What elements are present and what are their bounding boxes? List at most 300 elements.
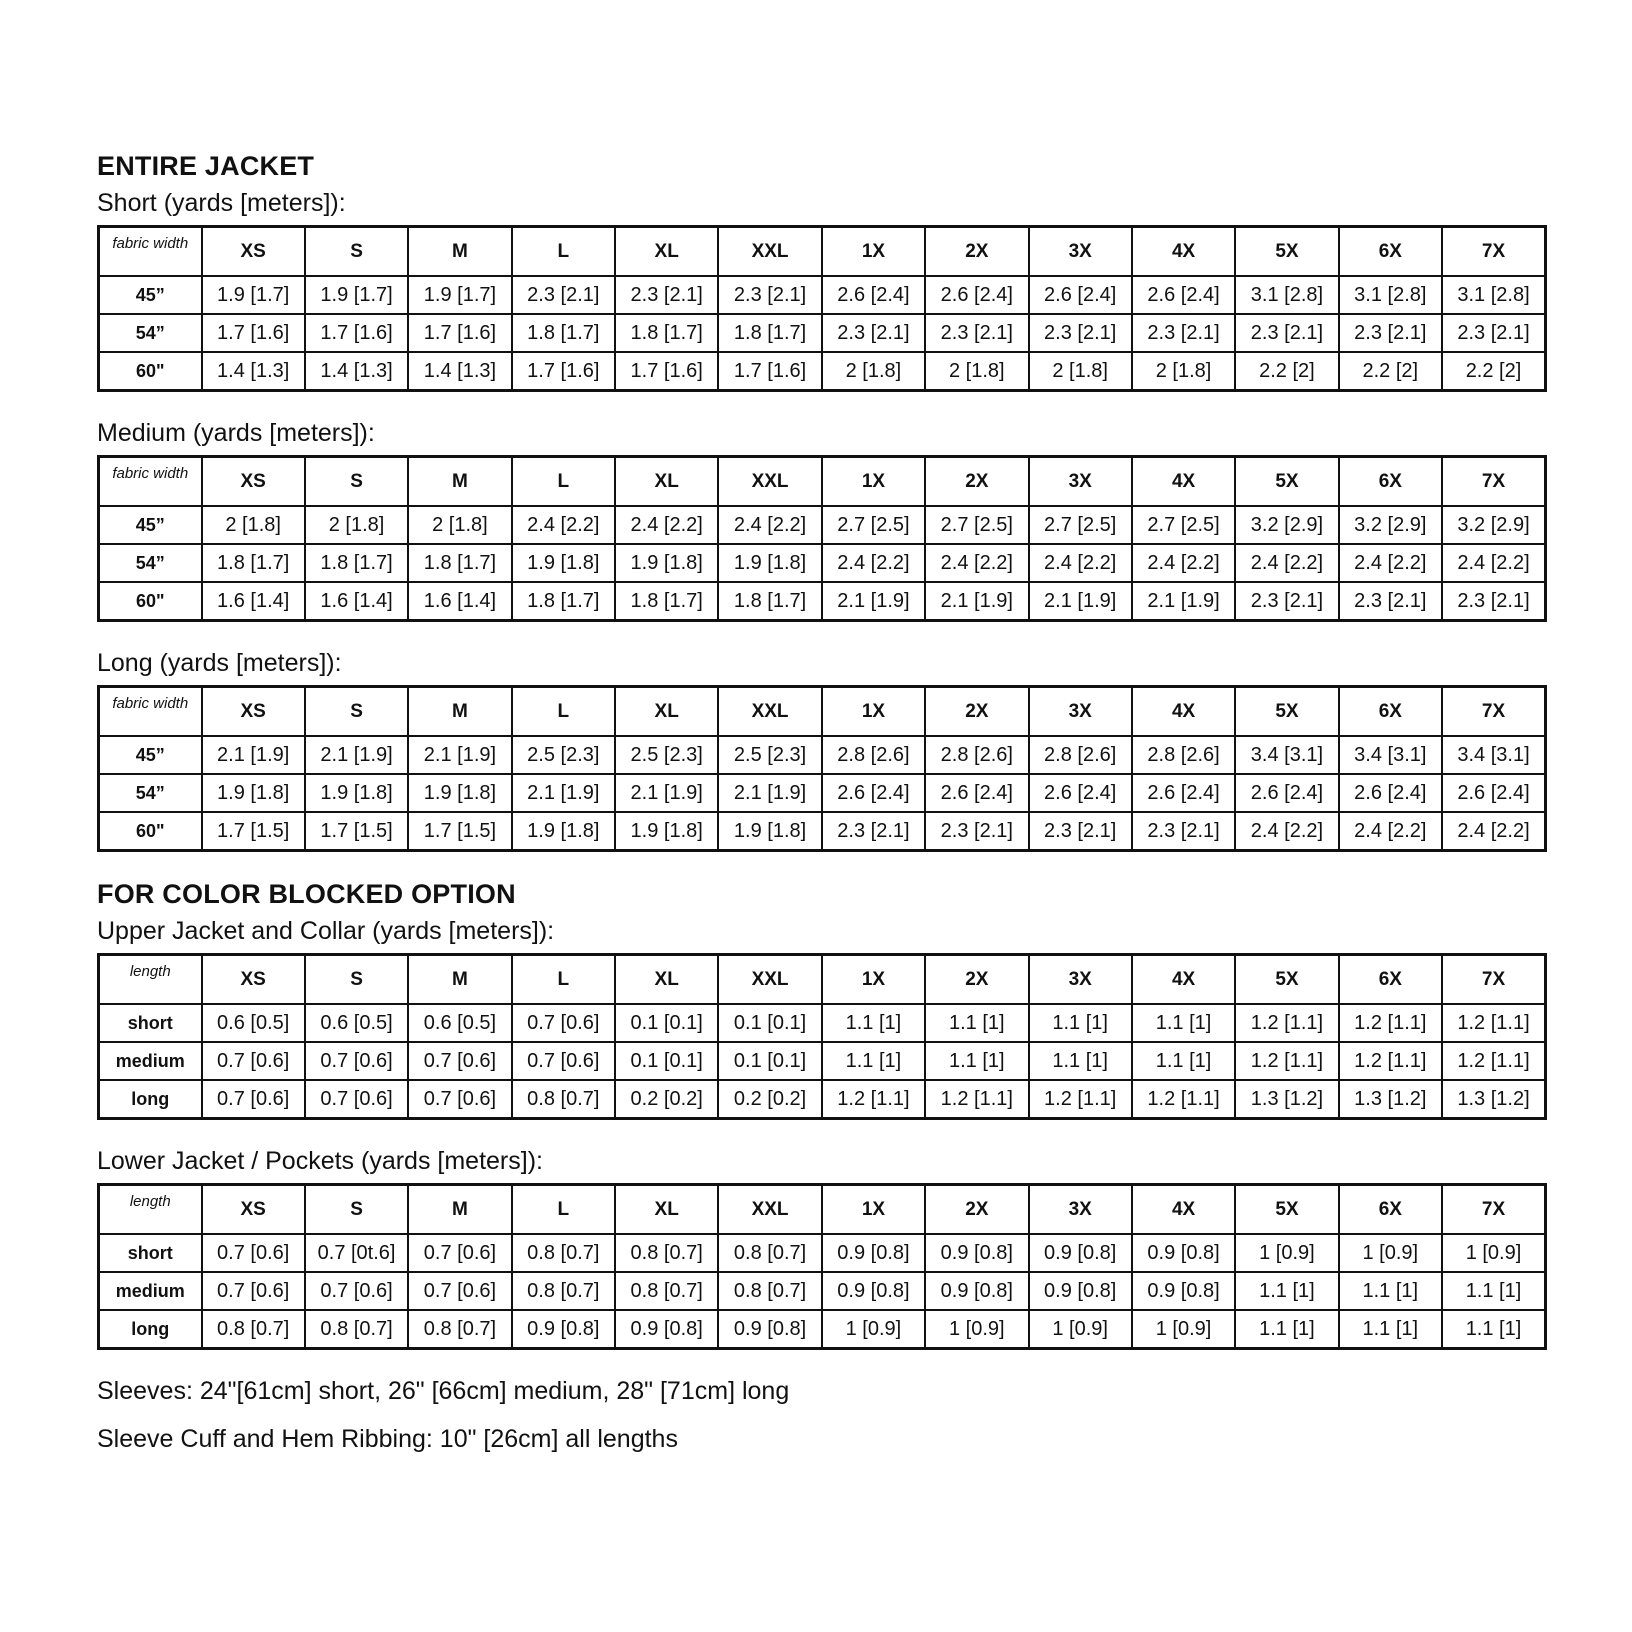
table-cell: 2.8 [2.6] xyxy=(1029,736,1132,774)
note-line: Sleeves: 24"[61cm] short, 26" [66cm] medium, 28" [71cm] long xyxy=(97,1377,790,1405)
table-cell: 0.9 [0.8] xyxy=(925,1272,1028,1310)
table-cell: 1.3 [1.2] xyxy=(1442,1080,1546,1119)
size-header: XS xyxy=(202,955,305,1005)
size-header: L xyxy=(512,457,615,507)
table-cell: 1.7 [1.6] xyxy=(408,314,511,352)
section xyxy=(97,150,1547,852)
size-header: 7X xyxy=(1442,955,1546,1005)
size-header: XXL xyxy=(718,687,821,737)
table-cell: 1.1 [1] xyxy=(1132,1004,1235,1042)
table-cell: 2 [1.8] xyxy=(1029,352,1132,391)
table-row xyxy=(99,812,1546,851)
header-row xyxy=(99,227,1546,277)
yardage-table xyxy=(97,225,1547,392)
table-cell: 0.7 [0.6] xyxy=(305,1272,408,1310)
table-cell: 0.8 [0.7] xyxy=(408,1310,511,1349)
size-header: 3X xyxy=(1029,227,1132,277)
table-row xyxy=(99,1004,1546,1042)
table-cell: 2.3 [2.1] xyxy=(1132,812,1235,851)
table-cell: 1.1 [1] xyxy=(822,1042,925,1080)
table-cell: 2.3 [2.1] xyxy=(615,276,718,314)
size-header: XS xyxy=(202,457,305,507)
table-cell: 2.3 [2.1] xyxy=(1235,582,1338,621)
table-cell: 3.4 [3.1] xyxy=(1442,736,1546,774)
table-cell: 1.2 [1.1] xyxy=(1339,1004,1442,1042)
size-header: L xyxy=(512,955,615,1005)
size-header: 6X xyxy=(1339,955,1442,1005)
yardage-document xyxy=(97,150,1547,1454)
table-cell: 0.1 [0.1] xyxy=(718,1004,821,1042)
table-cell: 2.3 [2.1] xyxy=(822,812,925,851)
table-cell: 1.9 [1.8] xyxy=(512,812,615,851)
table-cell: 2 [1.8] xyxy=(305,506,408,544)
table-cell: 2 [1.8] xyxy=(202,506,305,544)
table-cell: 0.7 [0.6] xyxy=(202,1234,305,1272)
size-header: 3X xyxy=(1029,687,1132,737)
size-header: XL xyxy=(615,227,718,277)
table-cell: 0.1 [0.1] xyxy=(718,1042,821,1080)
table-cell: 1.8 [1.7] xyxy=(718,314,821,352)
table-cell: 0.8 [0.7] xyxy=(615,1234,718,1272)
table-cell: 1.1 [1] xyxy=(1029,1004,1132,1042)
table-cell: 3.1 [2.8] xyxy=(1339,276,1442,314)
size-header: XS xyxy=(202,227,305,277)
size-header: 2X xyxy=(925,227,1028,277)
size-header: 4X xyxy=(1132,687,1235,737)
table-cell: 0.7 [0.6] xyxy=(512,1042,615,1080)
table-cell: 0.7 [0.6] xyxy=(512,1004,615,1042)
table-cell: 0.8 [0.7] xyxy=(718,1272,821,1310)
table-cell: 3.2 [2.9] xyxy=(1339,506,1442,544)
table-cell: 1.8 [1.7] xyxy=(305,544,408,582)
table-block xyxy=(97,648,1547,852)
table-cell: 0.1 [0.1] xyxy=(615,1042,718,1080)
table-cell: 0.7 [0.6] xyxy=(408,1234,511,1272)
table-header xyxy=(99,227,1546,277)
table-cell: 2.6 [2.4] xyxy=(1132,276,1235,314)
table-cell: 1 [0.9] xyxy=(925,1310,1028,1349)
table-cell: 2.1 [1.9] xyxy=(925,582,1028,621)
table-caption: Long (yards [meters]): xyxy=(97,649,342,677)
table-body xyxy=(99,276,1546,391)
table-cell: 1.1 [1] xyxy=(822,1004,925,1042)
table-row xyxy=(99,544,1546,582)
header-row xyxy=(99,457,1546,507)
table-cell: 2.3 [2.1] xyxy=(1029,314,1132,352)
table-cell: 3.1 [2.8] xyxy=(1235,276,1338,314)
table-cell: 1.7 [1.5] xyxy=(408,812,511,851)
table-cell: 2.1 [1.9] xyxy=(512,774,615,812)
table-body xyxy=(99,1234,1546,1349)
table-cell: 1.8 [1.7] xyxy=(512,582,615,621)
table-cell: 1.2 [1.1] xyxy=(925,1080,1028,1119)
size-header: XL xyxy=(615,955,718,1005)
table-cell: 1.7 [1.5] xyxy=(202,812,305,851)
size-header: 1X xyxy=(822,457,925,507)
row-label: 60" xyxy=(99,582,202,621)
table-cell: 1.9 [1.7] xyxy=(305,276,408,314)
table-cell: 1.1 [1] xyxy=(925,1042,1028,1080)
table-cell: 0.6 [0.5] xyxy=(408,1004,511,1042)
table-cell: 2.3 [2.1] xyxy=(1029,812,1132,851)
row-label: short xyxy=(99,1004,202,1042)
table-cell: 1.2 [1.1] xyxy=(1235,1004,1338,1042)
table-cell: 1.9 [1.8] xyxy=(718,812,821,851)
size-header: S xyxy=(305,687,408,737)
table-cell: 2.3 [2.1] xyxy=(1339,582,1442,621)
table-cell: 0.9 [0.8] xyxy=(1132,1234,1235,1272)
row-label: long xyxy=(99,1310,202,1349)
section xyxy=(97,878,1547,1350)
table-cell: 0.8 [0.7] xyxy=(718,1234,821,1272)
table-cell: 1 [0.9] xyxy=(1029,1310,1132,1349)
table-cell: 2.1 [1.9] xyxy=(1132,582,1235,621)
header-row xyxy=(99,955,1546,1005)
row-label: 45” xyxy=(99,736,202,774)
table-cell: 1.2 [1.1] xyxy=(822,1080,925,1119)
table-cell: 0.9 [0.8] xyxy=(512,1310,615,1349)
table-cell: 3.4 [3.1] xyxy=(1235,736,1338,774)
table-cell: 2.3 [2.1] xyxy=(1339,314,1442,352)
table-cell: 0.7 [0t.6] xyxy=(305,1234,408,1272)
size-header: 6X xyxy=(1339,687,1442,737)
size-header: 4X xyxy=(1132,1185,1235,1235)
size-header: 5X xyxy=(1235,955,1338,1005)
table-cell: 1.2 [1.1] xyxy=(1029,1080,1132,1119)
table-row xyxy=(99,276,1546,314)
table-cell: 2.1 [1.9] xyxy=(1029,582,1132,621)
table-cell: 0.2 [0.2] xyxy=(718,1080,821,1119)
table-cell: 0.9 [0.8] xyxy=(822,1272,925,1310)
table-cell: 1 [0.9] xyxy=(1442,1234,1546,1272)
table-caption: Upper Jacket and Collar (yards [meters]): xyxy=(97,917,555,945)
size-header: 1X xyxy=(822,687,925,737)
table-cell: 2.4 [2.2] xyxy=(1029,544,1132,582)
size-header: 1X xyxy=(822,1185,925,1235)
table-cell: 1.8 [1.7] xyxy=(408,544,511,582)
table-cell: 1.8 [1.7] xyxy=(615,314,718,352)
size-header: 3X xyxy=(1029,1185,1132,1235)
size-header: 5X xyxy=(1235,457,1338,507)
table-block xyxy=(97,188,1547,392)
size-header: XL xyxy=(615,687,718,737)
corner-label: fabric width xyxy=(99,687,202,737)
table-cell: 2.6 [2.4] xyxy=(1029,774,1132,812)
table-header xyxy=(99,1185,1546,1235)
table-cell: 2.3 [2.1] xyxy=(1442,582,1546,621)
corner-label: length xyxy=(99,1185,202,1235)
table-cell: 2.1 [1.9] xyxy=(202,736,305,774)
table-cell: 2.4 [2.2] xyxy=(1132,544,1235,582)
table-cell: 2 [1.8] xyxy=(925,352,1028,391)
table-cell: 0.9 [0.8] xyxy=(925,1234,1028,1272)
table-cell: 2.4 [2.2] xyxy=(925,544,1028,582)
table-cell: 0.8 [0.7] xyxy=(305,1310,408,1349)
table-cell: 0.7 [0.6] xyxy=(408,1042,511,1080)
table-body xyxy=(99,506,1546,621)
size-header: M xyxy=(408,457,511,507)
table-cell: 1.2 [1.1] xyxy=(1442,1042,1546,1080)
yardage-table xyxy=(97,685,1547,852)
table-cell: 2.3 [2.1] xyxy=(718,276,821,314)
table-cell: 2.5 [2.3] xyxy=(718,736,821,774)
table-cell: 1.4 [1.3] xyxy=(305,352,408,391)
table-cell: 2.3 [2.1] xyxy=(1235,314,1338,352)
table-row xyxy=(99,1080,1546,1119)
size-header: S xyxy=(305,1185,408,1235)
row-label: 45” xyxy=(99,276,202,314)
table-cell: 0.8 [0.7] xyxy=(512,1272,615,1310)
table-cell: 2.2 [2] xyxy=(1442,352,1546,391)
table-cell: 1.3 [1.2] xyxy=(1235,1080,1338,1119)
yardage-table xyxy=(97,953,1547,1120)
table-cell: 2 [1.8] xyxy=(822,352,925,391)
table-cell: 1.2 [1.1] xyxy=(1442,1004,1546,1042)
table-cell: 1.4 [1.3] xyxy=(408,352,511,391)
table-block xyxy=(97,418,1547,622)
table-cell: 3.1 [2.8] xyxy=(1442,276,1546,314)
table-cell: 2.3 [2.1] xyxy=(1442,314,1546,352)
table-cell: 2.7 [2.5] xyxy=(822,506,925,544)
table-block xyxy=(97,916,1547,1120)
header-row xyxy=(99,1185,1546,1235)
table-cell: 1.1 [1] xyxy=(1235,1310,1338,1349)
table-cell: 2.1 [1.9] xyxy=(822,582,925,621)
table-cell: 0.6 [0.5] xyxy=(202,1004,305,1042)
table-cell: 1.9 [1.8] xyxy=(718,544,821,582)
table-cell: 1.9 [1.8] xyxy=(615,812,718,851)
table-cell: 0.9 [0.8] xyxy=(718,1310,821,1349)
size-header: L xyxy=(512,1185,615,1235)
table-cell: 1.7 [1.6] xyxy=(512,352,615,391)
table-cell: 1.6 [1.4] xyxy=(305,582,408,621)
table-cell: 0.7 [0.6] xyxy=(408,1080,511,1119)
table-cell: 2.4 [2.2] xyxy=(1235,544,1338,582)
size-header: XL xyxy=(615,457,718,507)
size-header: 5X xyxy=(1235,687,1338,737)
table-cell: 2.6 [2.4] xyxy=(1132,774,1235,812)
row-label: short xyxy=(99,1234,202,1272)
table-cell: 1.7 [1.5] xyxy=(305,812,408,851)
table-row xyxy=(99,736,1546,774)
table-cell: 0.8 [0.7] xyxy=(512,1080,615,1119)
table-cell: 1.1 [1] xyxy=(1132,1042,1235,1080)
table-cell: 2.6 [2.4] xyxy=(1339,774,1442,812)
table-cell: 1.1 [1] xyxy=(1442,1272,1546,1310)
table-cell: 0.9 [0.8] xyxy=(1029,1234,1132,1272)
row-label: medium xyxy=(99,1042,202,1080)
size-header: L xyxy=(512,687,615,737)
size-header: M xyxy=(408,1185,511,1235)
table-cell: 1.7 [1.6] xyxy=(305,314,408,352)
size-header: M xyxy=(408,955,511,1005)
table-cell: 1 [0.9] xyxy=(822,1310,925,1349)
table-row xyxy=(99,314,1546,352)
table-body xyxy=(99,736,1546,851)
table-cell: 1.1 [1] xyxy=(1339,1272,1442,1310)
table-cell: 1.7 [1.6] xyxy=(202,314,305,352)
size-header: 2X xyxy=(925,955,1028,1005)
table-cell: 1.1 [1] xyxy=(1235,1272,1338,1310)
row-label: long xyxy=(99,1080,202,1119)
size-header: L xyxy=(512,227,615,277)
size-header: 2X xyxy=(925,457,1028,507)
table-cell: 2.7 [2.5] xyxy=(925,506,1028,544)
size-header: S xyxy=(305,955,408,1005)
table-cell: 3.2 [2.9] xyxy=(1235,506,1338,544)
table-cell: 1.9 [1.7] xyxy=(408,276,511,314)
size-header: 7X xyxy=(1442,457,1546,507)
size-header: 3X xyxy=(1029,457,1132,507)
table-cell: 2.1 [1.9] xyxy=(718,774,821,812)
table-cell: 1.9 [1.8] xyxy=(305,774,408,812)
size-header: 4X xyxy=(1132,955,1235,1005)
table-cell: 2.8 [2.6] xyxy=(822,736,925,774)
size-header: XXL xyxy=(718,457,821,507)
table-cell: 1.9 [1.8] xyxy=(512,544,615,582)
table-cell: 2.1 [1.9] xyxy=(305,736,408,774)
table-cell: 2.4 [2.2] xyxy=(1235,812,1338,851)
table-row xyxy=(99,774,1546,812)
table-cell: 0.7 [0.6] xyxy=(202,1080,305,1119)
table-cell: 2.4 [2.2] xyxy=(1339,812,1442,851)
yardage-sections xyxy=(97,150,1547,1350)
table-cell: 1.8 [1.7] xyxy=(512,314,615,352)
table-cell: 2.3 [2.1] xyxy=(925,314,1028,352)
table-cell: 2.4 [2.2] xyxy=(1442,544,1546,582)
table-cell: 2.4 [2.2] xyxy=(718,506,821,544)
table-cell: 1.2 [1.1] xyxy=(1339,1042,1442,1080)
yardage-table xyxy=(97,1183,1547,1350)
table-cell: 0.1 [0.1] xyxy=(615,1004,718,1042)
section-heading: FOR COLOR BLOCKED OPTION xyxy=(97,879,516,909)
table-cell: 2.6 [2.4] xyxy=(925,276,1028,314)
size-header: S xyxy=(305,227,408,277)
table-cell: 2 [1.8] xyxy=(408,506,511,544)
size-header: XXL xyxy=(718,1185,821,1235)
table-cell: 2.6 [2.4] xyxy=(822,276,925,314)
table-cell: 2.2 [2] xyxy=(1235,352,1338,391)
table-cell: 1.2 [1.1] xyxy=(1235,1042,1338,1080)
table-cell: 2.5 [2.3] xyxy=(615,736,718,774)
size-header: XL xyxy=(615,1185,718,1235)
size-header: 1X xyxy=(822,955,925,1005)
table-header xyxy=(99,955,1546,1005)
size-header: M xyxy=(408,687,511,737)
table-cell: 1 [0.9] xyxy=(1132,1310,1235,1349)
table-cell: 0.6 [0.5] xyxy=(305,1004,408,1042)
table-cell: 2.3 [2.1] xyxy=(512,276,615,314)
table-cell: 3.4 [3.1] xyxy=(1339,736,1442,774)
yardage-table xyxy=(97,455,1547,622)
size-header: 3X xyxy=(1029,955,1132,1005)
table-header xyxy=(99,687,1546,737)
size-header: 4X xyxy=(1132,227,1235,277)
table-cell: 2.6 [2.4] xyxy=(1442,774,1546,812)
table-cell: 2.4 [2.2] xyxy=(1442,812,1546,851)
size-header: 5X xyxy=(1235,1185,1338,1235)
table-cell: 2.1 [1.9] xyxy=(615,774,718,812)
table-cell: 0.9 [0.8] xyxy=(1029,1272,1132,1310)
row-label: 54” xyxy=(99,544,202,582)
size-header: 6X xyxy=(1339,1185,1442,1235)
table-cell: 0.9 [0.8] xyxy=(1132,1272,1235,1310)
yardage-notes xyxy=(97,1376,1547,1454)
section-heading: ENTIRE JACKET xyxy=(97,151,315,181)
row-label: 45” xyxy=(99,506,202,544)
row-label: 54” xyxy=(99,774,202,812)
table-cell: 2.5 [2.3] xyxy=(512,736,615,774)
table-cell: 1.9 [1.8] xyxy=(202,774,305,812)
size-header: XS xyxy=(202,1185,305,1235)
table-cell: 1.4 [1.3] xyxy=(202,352,305,391)
corner-label: fabric width xyxy=(99,457,202,507)
size-header: 1X xyxy=(822,227,925,277)
table-header xyxy=(99,457,1546,507)
table-cell: 0.7 [0.6] xyxy=(202,1272,305,1310)
size-header: XS xyxy=(202,687,305,737)
table-cell: 2.4 [2.2] xyxy=(615,506,718,544)
row-label: 54” xyxy=(99,314,202,352)
table-cell: 2.3 [2.1] xyxy=(925,812,1028,851)
table-cell: 2.6 [2.4] xyxy=(1235,774,1338,812)
table-cell: 0.9 [0.8] xyxy=(822,1234,925,1272)
table-cell: 0.7 [0.6] xyxy=(202,1042,305,1080)
size-header: 7X xyxy=(1442,1185,1546,1235)
header-row xyxy=(99,687,1546,737)
table-cell: 0.8 [0.7] xyxy=(512,1234,615,1272)
table-cell: 1.3 [1.2] xyxy=(1339,1080,1442,1119)
table-cell: 2.6 [2.4] xyxy=(925,774,1028,812)
table-row xyxy=(99,1234,1546,1272)
table-cell: 0.2 [0.2] xyxy=(615,1080,718,1119)
table-caption: Short (yards [meters]): xyxy=(97,189,346,217)
table-cell: 3.2 [2.9] xyxy=(1442,506,1546,544)
table-cell: 1.1 [1] xyxy=(1029,1042,1132,1080)
table-cell: 1.9 [1.8] xyxy=(615,544,718,582)
table-cell: 0.8 [0.7] xyxy=(615,1272,718,1310)
size-header: 6X xyxy=(1339,457,1442,507)
table-row xyxy=(99,1272,1546,1310)
table-cell: 2.7 [2.5] xyxy=(1132,506,1235,544)
corner-label: length xyxy=(99,955,202,1005)
row-label: 60" xyxy=(99,812,202,851)
table-cell: 1.8 [1.7] xyxy=(615,582,718,621)
size-header: 7X xyxy=(1442,227,1546,277)
table-cell: 1.6 [1.4] xyxy=(408,582,511,621)
note-line: Sleeve Cuff and Hem Ribbing: 10" [26cm] all lengths xyxy=(97,1425,678,1453)
size-header: 2X xyxy=(925,687,1028,737)
table-caption: Medium (yards [meters]): xyxy=(97,419,375,447)
row-label: 60" xyxy=(99,352,202,391)
table-cell: 1.6 [1.4] xyxy=(202,582,305,621)
size-header: XXL xyxy=(718,227,821,277)
table-body xyxy=(99,1004,1546,1119)
table-cell: 1.1 [1] xyxy=(925,1004,1028,1042)
row-label: medium xyxy=(99,1272,202,1310)
table-cell: 2.4 [2.2] xyxy=(822,544,925,582)
table-cell: 0.7 [0.6] xyxy=(305,1080,408,1119)
table-cell: 2.1 [1.9] xyxy=(408,736,511,774)
table-cell: 0.7 [0.6] xyxy=(408,1272,511,1310)
table-cell: 2.4 [2.2] xyxy=(1339,544,1442,582)
table-cell: 1 [0.9] xyxy=(1235,1234,1338,1272)
size-header: XXL xyxy=(718,955,821,1005)
table-cell: 2.4 [2.2] xyxy=(512,506,615,544)
table-cell: 2.2 [2] xyxy=(1339,352,1442,391)
table-cell: 1.8 [1.7] xyxy=(202,544,305,582)
table-row xyxy=(99,582,1546,621)
